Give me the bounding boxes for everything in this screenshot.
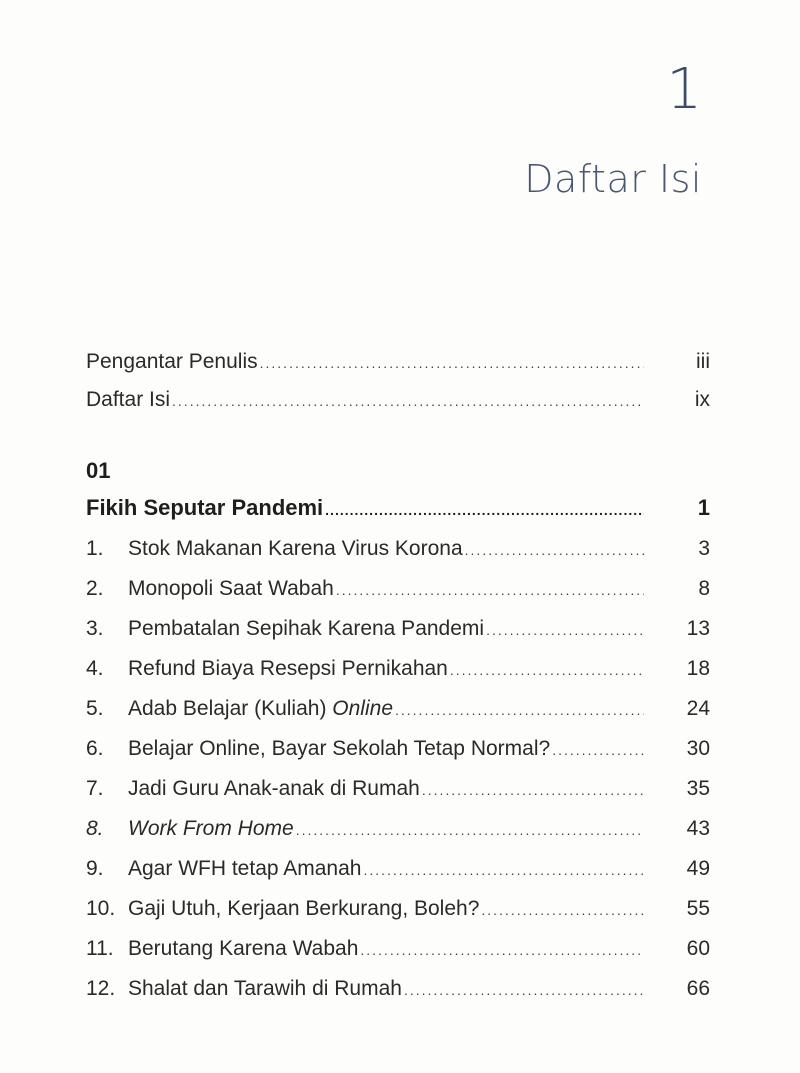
entry-number: 11. — [86, 937, 114, 960]
toc-row[interactable] — [86, 895, 710, 924]
toc-label: Shalat dan Tarawih di Rumah — [128, 977, 402, 1000]
toc-page: 49 — [686, 857, 710, 880]
section-title: Fikih Seputar Pandemi — [86, 495, 324, 520]
leader-dots — [422, 776, 644, 804]
toc-label: Stok Makanan Karena Virus Korona — [128, 537, 463, 560]
entry-number: 6. — [86, 737, 104, 760]
toc-label-text: Adab Belajar (Kuliah) — [128, 697, 327, 720]
toc-row[interactable] — [86, 935, 710, 964]
leader-dots — [481, 896, 644, 924]
toc-label: Pengantar Penulis — [86, 350, 258, 373]
leader-dots — [325, 496, 644, 524]
toc-label: Belajar Online, Bayar Sekolah Tetap Normal? — [128, 737, 551, 760]
toc-row-pengantar[interactable] — [86, 348, 710, 377]
toc-page: 66 — [686, 977, 710, 1000]
toc-page: 24 — [686, 697, 710, 720]
toc-label-italic: Online — [332, 697, 393, 720]
toc-row[interactable] — [86, 855, 710, 884]
toc-label: Monopoli Saat Wabah — [128, 577, 334, 600]
toc-row-daftar-isi[interactable] — [86, 386, 710, 415]
toc-label: Refund Biaya Resepsi Pernikahan — [128, 657, 448, 680]
toc-label: Daftar Isi — [86, 388, 171, 411]
leader-dots — [450, 656, 644, 684]
leader-dots — [552, 736, 644, 764]
toc-label: Work From Home — [128, 817, 294, 840]
entry-number: 4. — [86, 657, 104, 680]
entry-number: 7. — [86, 777, 104, 800]
leader-dots — [172, 387, 644, 415]
toc-page: 3 — [698, 537, 710, 560]
toc-row[interactable] — [86, 735, 710, 764]
section-page: 1 — [697, 495, 710, 520]
toc-page: 8 — [698, 577, 710, 600]
toc-section-heading[interactable] — [86, 494, 710, 524]
toc-page: 60 — [686, 937, 710, 960]
entry-number: 8. — [86, 817, 104, 840]
toc-page: 55 — [686, 897, 710, 920]
toc-row[interactable] — [86, 655, 710, 684]
entry-number: 2. — [86, 577, 104, 600]
entry-number: 9. — [86, 857, 104, 880]
entry-number: 10. — [86, 897, 116, 920]
toc-page: iii — [696, 350, 710, 373]
toc-row[interactable] — [86, 815, 710, 844]
chapter-number: 1 — [666, 57, 702, 122]
toc-label — [128, 695, 393, 723]
toc-page: 13 — [686, 617, 710, 640]
leader-dots — [296, 816, 644, 844]
leader-dots — [360, 936, 644, 964]
toc-row[interactable] — [86, 975, 710, 1004]
leader-dots — [395, 696, 644, 724]
entry-number: 3. — [86, 617, 104, 640]
page-title: Daftar Isi — [524, 157, 702, 201]
toc-row[interactable] — [86, 775, 710, 804]
toc-page: 43 — [686, 817, 710, 840]
toc-row[interactable] — [86, 575, 710, 604]
toc-label: Agar WFH tetap Amanah — [128, 857, 362, 880]
toc-row[interactable] — [86, 615, 710, 644]
leader-dots — [486, 616, 644, 644]
leader-dots — [404, 976, 644, 1004]
toc-page: 35 — [686, 777, 710, 800]
entry-number: 12. — [86, 977, 116, 1000]
section-number: 01 — [86, 458, 111, 483]
toc-page: ix — [694, 388, 710, 411]
toc-row[interactable] — [86, 695, 710, 724]
leader-dots — [260, 349, 644, 377]
leader-dots — [336, 576, 644, 604]
entry-number: 5. — [86, 697, 104, 720]
entry-number: 1. — [86, 537, 104, 560]
toc-label: Berutang Karena Wabah — [128, 937, 359, 960]
toc-label: Pembatalan Sepihak Karena Pandemi — [128, 617, 485, 640]
leader-dots — [465, 536, 644, 564]
leader-dots — [363, 856, 644, 884]
toc-row[interactable] — [86, 535, 710, 564]
toc-page: 18 — [686, 657, 710, 680]
toc-label: Jadi Guru Anak-anak di Rumah — [128, 777, 420, 800]
toc-page: 30 — [686, 737, 710, 760]
toc-label: Gaji Utuh, Kerjaan Berkurang, Boleh? — [128, 897, 480, 920]
